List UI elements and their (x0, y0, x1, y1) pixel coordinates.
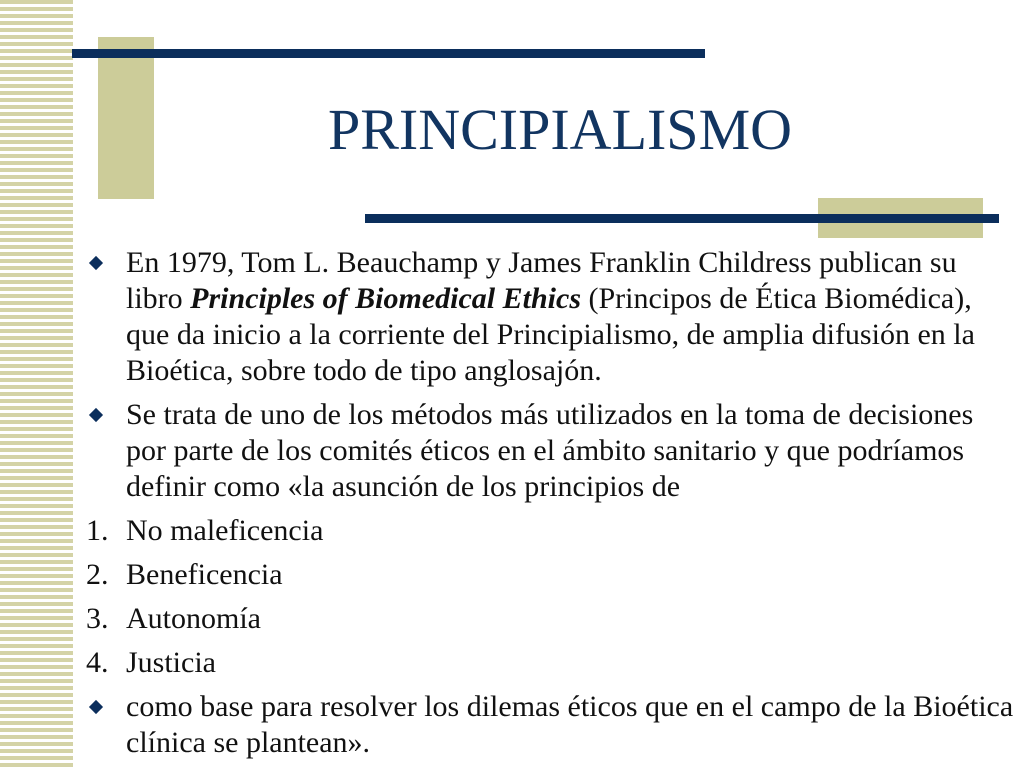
slide-title: PRINCIPIALISMO (327, 97, 793, 162)
numbered-text: No maleficencia (126, 514, 324, 547)
numbered-item-4 (84, 645, 1019, 681)
title-rule-top (72, 49, 705, 58)
numbered-marker (84, 601, 126, 637)
item-number: 4. (86, 646, 109, 679)
numbered-marker (84, 513, 126, 549)
numbered-text: Justicia (126, 646, 216, 679)
bullet-text-1 (126, 245, 1019, 389)
item-number: 1. (86, 514, 109, 547)
numbered-text: Beneficencia (126, 558, 283, 591)
numbered-text: Autonomía (126, 602, 261, 635)
numbered-marker (84, 645, 126, 681)
numbered-item-3 (84, 601, 1019, 637)
decorative-stripe-band (0, 0, 73, 768)
bullet-marker (84, 689, 126, 712)
diamond-bullet-icon (89, 256, 103, 270)
bullet-text-3: como base para resolver los dilemas éticos que en el campo de la Bioética clínica se plantean». (126, 690, 1014, 759)
bullet-text-1-post: (Principos de Ética Biomédica), que da inicio a la corriente del Principialismo, de amplia difusión en la Bioética, sobre todo de tipo anglosajón. (126, 282, 975, 387)
book-title: Principles of Biomedical Ethics (190, 282, 581, 315)
bullet-item-1 (84, 245, 1019, 389)
slide-body (84, 245, 1019, 768)
item-number: 3. (86, 602, 109, 635)
diamond-bullet-icon (89, 408, 103, 422)
decorative-block-top (98, 37, 154, 199)
bullet-text-2: Se trata de uno de los métodos más utilizados en la toma de decisiones por parte de los comités éticos en el ámbito sanitario y que podríamos definir como «la asunción de los principios de (126, 398, 974, 503)
item-number: 2. (86, 558, 109, 591)
bullet-item-3 (84, 689, 1019, 761)
diamond-bullet-icon (89, 700, 103, 714)
bullet-marker (84, 397, 126, 420)
numbered-item-1 (84, 513, 1019, 549)
bullet-text-1-pre: En 1979, Tom L. Beauchamp y James Franklin Childress publican su libro (126, 246, 957, 315)
bullet-marker (84, 245, 126, 268)
bullet-item-2 (84, 397, 1019, 505)
numbered-item-2 (84, 557, 1019, 593)
numbered-marker (84, 557, 126, 593)
title-rule-bottom (365, 214, 999, 223)
